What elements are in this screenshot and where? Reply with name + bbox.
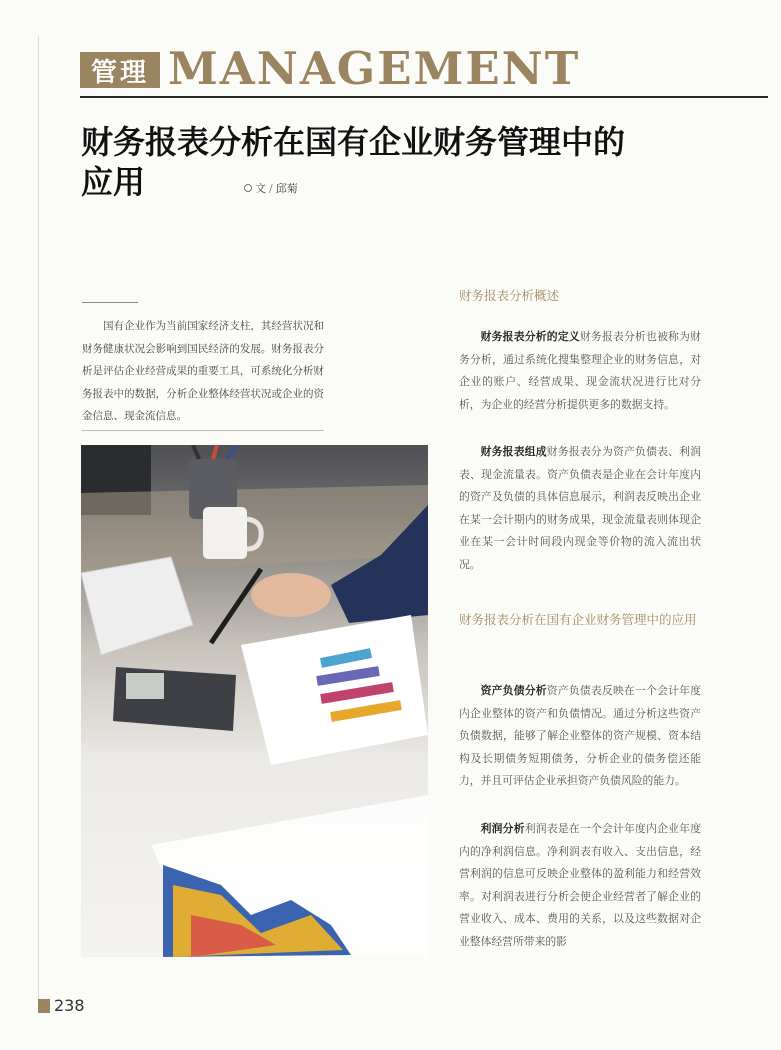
office-finance-photo bbox=[81, 445, 428, 957]
byline bbox=[244, 180, 298, 196]
paragraph-profit bbox=[459, 818, 701, 954]
pen-shape bbox=[211, 569, 261, 643]
page-number: 238 bbox=[54, 996, 85, 1015]
bullet-circle-icon bbox=[244, 184, 252, 192]
mug-shape bbox=[203, 507, 247, 559]
paragraph-text: 资产负债表反映在一个会计年度内企业整体的资产和负债情况。通过分析这些资产负债数据，能够了解企业整体的资产规模、资本结构及长期债务短期债务，分析企业的债务偿还能力，并且可评估企业承担资产负债风险的能力。 bbox=[459, 684, 702, 787]
paragraph-lead: 利润分析 bbox=[480, 822, 525, 835]
keyboard-shape bbox=[81, 557, 193, 655]
paragraph-definition bbox=[459, 326, 701, 416]
header-rule bbox=[80, 96, 768, 98]
article-title: 财务报表分析在国有企业财务管理中的应用 bbox=[81, 123, 626, 201]
paragraph-text: 财务报表分析也被称为财务分析，通过系统化搜集整理企业的财务信息，对企业的账户、经营成果、现金流状况进行比对分析，为企业的经营分析提供更多的数据支持。 bbox=[459, 330, 702, 411]
paragraph-composition bbox=[459, 441, 701, 576]
page-edge bbox=[38, 36, 39, 1011]
author-name: 邱菊 bbox=[275, 182, 298, 195]
section-badge: 管理 bbox=[80, 52, 160, 88]
section-heading-application: 财务报表分析在国有企业财务管理中的应用 bbox=[459, 612, 697, 627]
page-number-marker bbox=[38, 999, 50, 1013]
photo-illustration bbox=[81, 445, 428, 957]
paragraph-balance-sheet bbox=[459, 680, 701, 793]
hand-shape bbox=[251, 573, 331, 617]
paragraph-lead: 资产负债分析 bbox=[480, 684, 547, 697]
section-title-en: MANAGEMENT bbox=[168, 42, 581, 95]
paragraph-lead: 财务报表分析的定义 bbox=[480, 330, 580, 343]
abstract-rule-top bbox=[82, 302, 138, 303]
paragraph-text: 利润表是在一个会计年度内企业年度内的净利润信息。净利润表有收入、支出信息，经营利润的信息可反映企业整体的盈利能力和经营效率。对利润表进行分析会使企业经营者了解企业的营业收入、成本、费用的关系，以及这些数据对企业整体经营所带来的影 bbox=[459, 822, 701, 948]
paragraph-lead: 财务报表组成 bbox=[480, 445, 547, 458]
abstract: 国有企业作为当前国家经济支柱，其经营状况和财务健康状况会影响到国民经济的发展。财务报表分析是评估企业经营成果的重要工具，可系统化分析财务报表中的数据，分析企业整体经营状况或企业的资金信息、现金流信息。 bbox=[82, 320, 324, 422]
report-sheet-shape bbox=[241, 615, 428, 765]
byline-prefix: 文 bbox=[255, 182, 266, 195]
byline-slash: / bbox=[269, 181, 273, 195]
section-heading-overview: 财务报表分析概述 bbox=[459, 288, 560, 303]
paragraph-text: 财务报表分为资产负债表、利润表、现金流量表。资产负债表是企业在会计年度内的资产及负债的具体信息展示，利润表反映出企业在某一会计期内的财务成果，现金流量表则体现企业在某一会计时间段内现金等价物的流入流出状况。 bbox=[459, 445, 702, 571]
abstract-rule-bottom bbox=[82, 430, 324, 431]
